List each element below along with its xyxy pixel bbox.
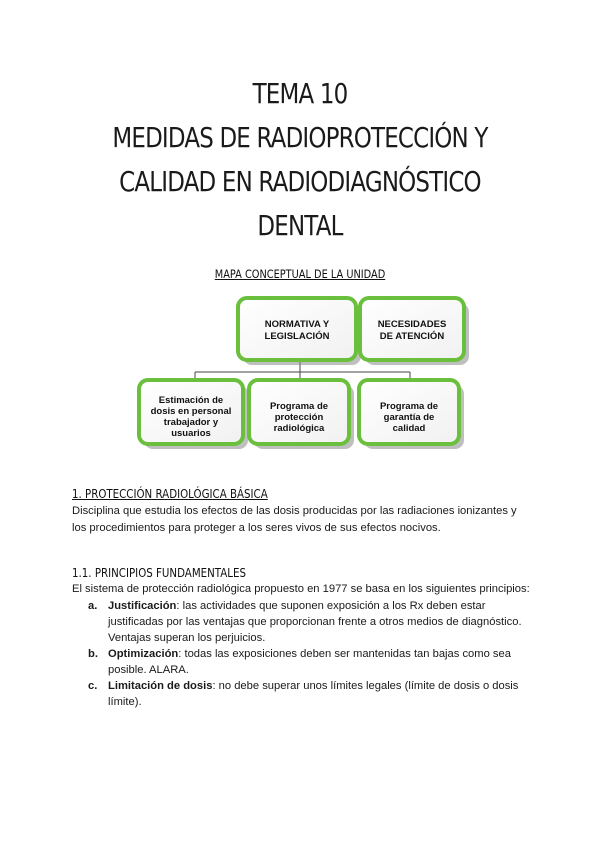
box-text: Programa de [379,401,439,412]
list-item [88,678,528,710]
map-box-necesidades [360,298,469,365]
box-text: DE ATENCIÓN [379,331,445,342]
title-line-3: CALIDAD EN RADIODIAGNÓSTICO [119,165,481,198]
box-text: trabajador y [163,417,219,428]
map-box-estimacion [139,380,248,449]
section-1-1-heading: 1.1. PRINCIPIOS FUNDAMENTALES [72,565,246,580]
principles-list [88,598,528,710]
map-box-normativa [238,298,361,365]
section-1-heading: 1. PROTECCIÓN RADIOLÓGICA BÁSICA [72,486,268,501]
list-term: Limitación de dosis [108,680,213,692]
box-text: calidad [392,423,426,434]
box-text: LEGISLACIÓN [264,331,330,342]
box-text: NORMATIVA Y [264,319,330,330]
concept-map [0,280,600,450]
list-item [88,646,528,678]
list-term: Optimización [108,648,179,660]
list-text: : no debe superar unos límites legales (límite de dosis o dosis límite). [108,680,519,708]
title-line-4: DENTAL [257,209,343,242]
section-1-text: Disciplina que estudia los efectos de las dosis producidas por las radiaciones ionizantes y los procedimientos para proteger a los seres vivos de sus efectos nocivos. [72,505,517,534]
list-item [88,598,528,646]
map-box-programa-proteccion [249,380,354,449]
box-text: garantía de [383,412,435,423]
list-text: : las actividades que suponen exposición a los Rx deben estar justificadas por las ventajas que proporcionan frente a otros medios de diagnóstico. Ventajas superan los perjuicios. [108,600,522,644]
box-text: protección [274,412,324,423]
list-marker: b. [88,648,98,660]
concept-map-label: MAPA CONCEPTUAL DE LA UNIDAD [214,267,386,281]
title-line-2: MEDIDAS DE RADIOPROTECCIÓN Y [112,121,488,154]
list-text: : todas las exposiciones deben ser mantenidas tan bajas como sea posible. ALARA. [108,648,511,676]
box-text: radiológica [273,423,325,434]
list-marker: c. [88,680,98,692]
title-line-1: TEMA 10 [252,77,348,110]
box-text: usuarios [171,428,211,439]
box-text: Programa de [269,401,329,412]
list-marker: a. [88,600,98,612]
box-text: NECESIDADES [377,319,447,330]
list-term: Justificación [108,600,177,612]
document-title [54,72,546,248]
section-1-1-intro: El sistema de protección radiológica propuesto en 1977 se basa en los siguientes principios: [72,583,530,595]
map-box-programa-calidad [359,380,464,449]
box-text: dosis en personal [150,406,232,417]
box-text: Estimación de [158,395,224,406]
